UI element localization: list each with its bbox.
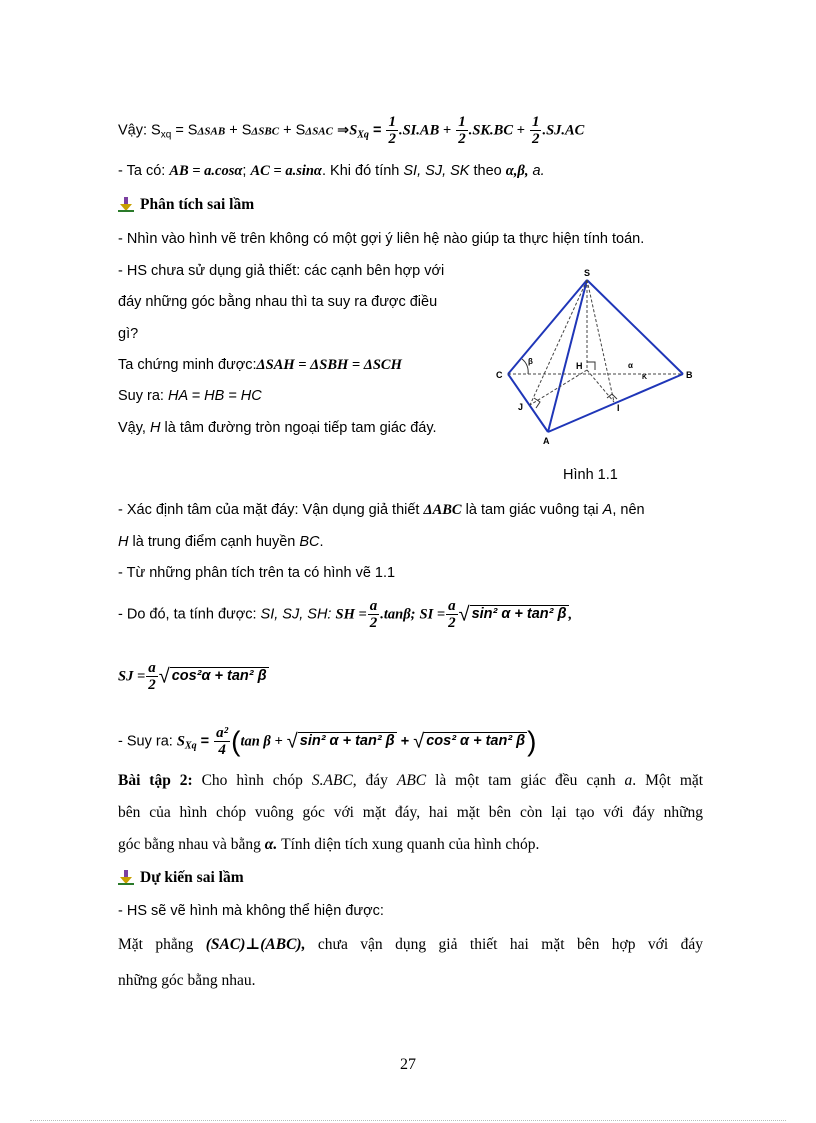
label-alpha: α [628, 361, 633, 370]
text: là tam giác vuông tại [465, 502, 599, 518]
text: .tanβ; [380, 606, 416, 623]
paragraph [118, 500, 645, 520]
figure-caption: Hình 1.1 [563, 467, 618, 483]
text: , đáy [352, 772, 388, 789]
line-sj [530, 280, 587, 405]
text: là tâm đường tròn ngoại tiếp tam giác đáy. [164, 420, 437, 436]
paragraph: đáy những góc bằng nhau thì ta suy ra được điều [118, 294, 438, 310]
formula-sxq [118, 114, 584, 147]
text: SI, SJ, SK [403, 163, 470, 179]
label-h: H [576, 361, 583, 371]
text: là một tam giác đều cạnh [435, 772, 616, 789]
text: BC [299, 534, 320, 550]
text: a. [532, 163, 545, 179]
edge-ab [548, 374, 683, 432]
text: S [176, 733, 185, 750]
text: , [568, 606, 573, 623]
text: .SI.AB + [398, 122, 452, 139]
edge-ca [508, 374, 548, 432]
text: Suy ra: [118, 388, 164, 404]
text: Xq [184, 740, 197, 752]
text: xq [160, 129, 172, 141]
text: SH = [335, 606, 367, 623]
text: Bài tập 2: [118, 772, 193, 789]
paragraph: - HS chưa sử dụng giả thiết: các cạnh bên hợp với [118, 263, 445, 279]
text: Tính diện tích xung quanh của hình chóp. [281, 836, 540, 853]
paragraph: gì? [118, 326, 139, 342]
text: ΔSBC [251, 125, 280, 138]
label-b: B [686, 370, 693, 380]
text: = [372, 122, 382, 139]
text: ( [231, 725, 241, 757]
arrow-down-icon [118, 869, 134, 885]
fraction: $\frac{1}{2}$ [388, 114, 396, 147]
heading-du-kien [118, 868, 244, 888]
text: Ta chứng minh được: [118, 357, 257, 373]
pyramid-figure [490, 262, 710, 452]
text: α,β, [505, 163, 529, 179]
label-j: J [518, 402, 524, 412]
paragraph: bên của hình chóp vuông góc với mặt đáy, hai mặt bên còn lại tạo với đáy những [118, 804, 703, 821]
text: ) [527, 725, 537, 757]
text: ΔSAB [197, 125, 226, 138]
text: Vậy, [118, 420, 146, 436]
text: a [624, 772, 633, 789]
right-angle-h [587, 362, 595, 370]
text: HA = HB = HC [167, 388, 262, 404]
label-k: K [642, 374, 648, 381]
exercise-2 [118, 771, 703, 791]
paragraph [118, 355, 402, 375]
text: - Do đó, ta tính được: [118, 606, 257, 623]
sqrt: cos²α + tan² β [171, 668, 267, 685]
text: + S [283, 122, 306, 139]
text: - Suy ra: [118, 733, 173, 750]
text: góc bằng nhau và bằng [118, 836, 261, 853]
text: + [400, 733, 410, 750]
text: A [602, 502, 613, 518]
text: . Một mặt [632, 772, 704, 789]
text: ΔSAC [305, 125, 333, 138]
text: ΔSAH = ΔSBH = ΔSCH [256, 357, 402, 373]
text: AC = a.sinα [250, 163, 322, 179]
label-a: A [543, 436, 550, 446]
formula-sxq-result: - Suy ra: $S_{Xq}$ = $\frac{\text{a²}}{4}$ (tan β + √ sin² α + tan² β + √ cos² α + tan² β) [118, 725, 537, 758]
text: . Khi đó tính [321, 163, 400, 179]
paragraph [118, 532, 324, 552]
text: Dự kiến sai lầm [140, 869, 244, 886]
formula-sj: SJ = $\frac{a}{2}$ √ cos²α + tan² β [118, 660, 267, 693]
fraction: $\frac{a}{2}$ [148, 660, 156, 693]
arrow-down-icon [118, 196, 134, 212]
text: ΔABC [423, 502, 462, 518]
sqrt: cos² α + tan² β [426, 733, 526, 750]
heading-phan-tich [118, 195, 254, 215]
paragraph: - Từ những phân tích trên ta có hình vẽ 1.1 [118, 565, 396, 581]
text: α. [264, 836, 278, 853]
label-s: S [584, 268, 591, 278]
text: S [349, 122, 358, 139]
text: Cho hình chóp [201, 772, 303, 789]
text: ; [242, 163, 247, 179]
text: Xq [357, 129, 369, 141]
fraction: $\frac{1}{2}$ [458, 114, 466, 147]
text: Phân tích sai lầm [140, 196, 255, 213]
text: H [118, 534, 129, 550]
edge-sb [587, 280, 683, 374]
text: = [200, 733, 210, 750]
text: S [151, 122, 161, 139]
paragraph: những góc bằng nhau. [118, 972, 256, 989]
text: .SK.BC + [468, 122, 525, 139]
label-beta: β [528, 357, 533, 366]
text: Vậy: [118, 122, 148, 139]
label-c: C [496, 370, 503, 380]
text: SI, SJ, SH: [260, 606, 332, 623]
text: - Xác định tâm của mặt đáy: Vận dụng giả thiết [118, 502, 420, 518]
text: - Ta có: [118, 163, 166, 179]
fraction: $\frac{\text{a²}}{4}$ [216, 725, 229, 758]
text: = S [175, 122, 198, 139]
text: là trung điểm cạnh huyền [132, 534, 296, 550]
text: (SAC)⊥(ABC), [205, 936, 306, 953]
text: ABC [396, 772, 427, 789]
text: tan β + [240, 733, 283, 750]
fraction: $\frac{1}{2}$ [531, 114, 540, 147]
paragraph: - HS sẽ vẽ hình mà không thể hiện được: [118, 903, 384, 919]
text: .SJ.AC [542, 122, 585, 139]
page-number: 27 [400, 1056, 416, 1073]
text: + S [229, 122, 252, 139]
text: SI = [419, 606, 446, 623]
text: . [319, 534, 324, 550]
formula-si: - Do đó, ta tính được: SI, SJ, SH: SH = $\frac{a}{2}$ .tanβ; SI = $\frac{a}{2}$ √ sin² α + tan² β , [118, 598, 573, 631]
line-hi [587, 370, 614, 402]
fraction: $\frac{a}{2}$ [448, 598, 456, 631]
line-si [587, 280, 614, 402]
paragraph [118, 418, 437, 438]
text: chưa vận dụng giả thiết hai mặt bên hợp với đáy [317, 936, 704, 953]
ta-co-line [118, 161, 545, 181]
text: ⇒ [337, 122, 350, 139]
paragraph [118, 386, 262, 406]
text: S.ABC [311, 772, 353, 789]
text: theo [473, 163, 502, 179]
sqrt: sin² α + tan² β [471, 606, 567, 623]
paragraph [118, 835, 539, 855]
text: , nên [612, 502, 645, 518]
text: SJ = [118, 668, 146, 685]
sqrt: sin² α + tan² β [299, 733, 395, 750]
paragraph: - Nhìn vào hình vẽ trên không có một gợi ý liên hệ nào giúp ta thực hiện tính toán. [118, 231, 645, 247]
footer-divider [30, 1120, 786, 1121]
text: AB = a.cosα [169, 163, 243, 179]
text: H [149, 420, 161, 436]
text: Mặt phẳng [118, 936, 194, 953]
label-i: I [617, 403, 620, 413]
fraction: $\frac{a}{2}$ [369, 598, 378, 631]
paragraph [118, 935, 703, 955]
